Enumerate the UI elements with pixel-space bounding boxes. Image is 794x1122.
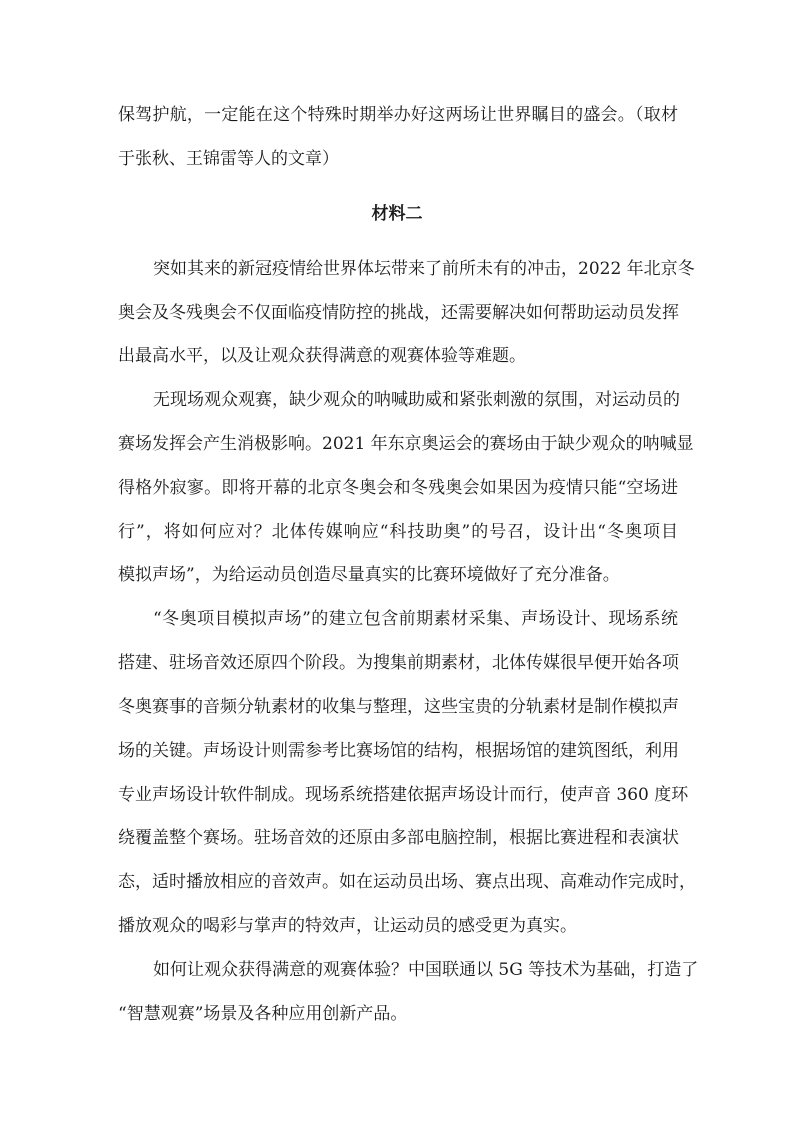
text-line: “智慧观赛”场景及各种应用创新产品。	[118, 1004, 408, 1024]
text-line: 播放观众的喝彩与掌声的特效声，让运动员的感受更为真实。	[118, 916, 577, 936]
text-line: 态，适时播放相应的音效声。如在运动员出场、赛点出现、高难动作完成时，	[118, 872, 696, 892]
text-line: 得格外寂寥。即将开幕的北京冬奥会和冬残奥会如果因为疫情只能“空场进	[118, 478, 678, 498]
text-line: 如何让观众获得满意的观赛体验？中国联通以 5G 等技术为基础，打造了	[153, 960, 699, 980]
text-line: 模拟声场”，为给运动员创造尽量真实的比赛环境做好了充分准备。	[118, 565, 620, 585]
text-line: 赛场发挥会产生消极影响。2021 年东京奥运会的赛场由于缺少观众的呐喊显	[118, 434, 694, 454]
text-line: 于张秋、王锦雷等人的文章）	[118, 149, 339, 169]
text-line: “冬奥项目模拟声场”的建立包含前期素材采集、声场设计、现场系统	[153, 609, 678, 629]
text-line: 突如其来的新冠疫情给世界体坛带来了前所未有的冲击，2022 年北京冬	[153, 259, 695, 279]
text-line: 出最高水平，以及让观众获得满意的观赛体验等难题。	[118, 346, 526, 366]
text-line: 保驾护航，一定能在这个特殊时期举办好这两场让世界瞩目的盛会。（取材	[118, 105, 678, 125]
text-line: 奥会及冬残奥会不仅面临疫情防控的挑战，还需要解决如何帮助运动员发挥	[118, 303, 679, 323]
text-line: 专业声场设计软件制成。现场系统搭建依据声场设计而行，使声音 360 度环	[118, 785, 689, 805]
text-line: 冬奥赛事的音频分轨素材的收集与整理，这些宝贵的分轨素材是制作模拟声	[118, 697, 679, 717]
text-line: 绕覆盖整个赛场。驻场音效的还原由多部电脑控制，根据比赛进程和表演状	[118, 828, 679, 848]
text-line: 无现场观众观赛，缺少观众的呐喊助威和紧张刺激的氛围，对运动员的	[153, 390, 680, 410]
text-line: 行”，将如何应对？北体传媒响应“科技助奥”的号召，设计出“冬奥项目	[118, 522, 678, 542]
text-line: 场的关键。声场设计则需参考比赛场馆的结构，根据场馆的建筑图纸，利用	[118, 741, 679, 761]
section-heading: 材料二	[371, 204, 423, 224]
text-line: 搭建、驻场音效还原四个阶段。为搜集前期素材，北体传媒很早便开始各项	[118, 653, 679, 673]
